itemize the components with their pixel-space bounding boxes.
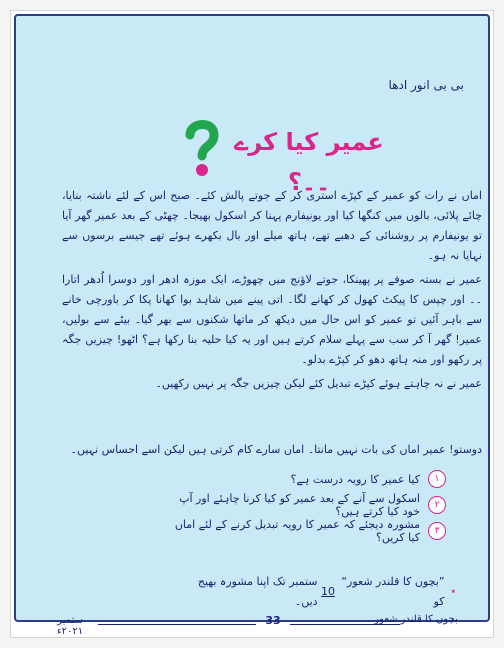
page-title: عمیر کیا کرے ۔۔؟ [234, 128, 384, 196]
question-number-badge: ۲ [428, 496, 446, 514]
story-paragraph-3: عمیر نے نہ چاہتے ہوئے کپڑے تبدیل کئے لیکن چیزیں جگہ پر نہیں رکھیں۔ [155, 377, 482, 390]
question-item [166, 518, 446, 544]
story-body [62, 186, 482, 398]
question-text: اسکول سے آنے کے بعد عمیر کو کیا کرنا چاہئے اور آپ خود کیا کرتے ہیں؟ [179, 492, 420, 518]
question-text: مشورہ دیجئے کہ عمیر کا رویہ تبدیل کرنے کے لئے اماں کیا کریں؟ [174, 518, 420, 544]
submission-note [186, 572, 456, 612]
question-list [166, 466, 446, 544]
question-text: کیا عمیر کا رویہ درست ہے؟ [290, 472, 420, 486]
submission-note-after: ستمبر تک اپنا مشورہ بھیج دیں۔ [197, 575, 318, 608]
question-item [166, 466, 446, 492]
question-number-badge: ۳ [428, 522, 446, 540]
title-row [16, 108, 488, 196]
question-intro: دوستو! عمیر اماں کی بات نہیں مانتا۔ اماں سارے کام کرتی ہیں لیکن اسے احساس نہیں۔ [70, 443, 482, 456]
page-number: 33 [265, 614, 281, 627]
footer-divider [98, 624, 256, 625]
question-item [166, 492, 446, 518]
article-panel [14, 14, 490, 637]
story-paragraph-1: اماں نے رات کو عمیر کے کپڑے استری کر کے جوتے پالش کئے۔ صبح اس کے لئے ناشتہ بنایا، چائے پلائی، بالوں میں کنگھا کیا اور یونیفارم پہنا کر اسکول بھیجا۔ چھٹی کے بعد عمیر گھر آیا تو یونیفارم پر روشنائی کے دھبے تھے، ہاتھ میلے اور بال بکھرے ہوئے تھے جیسے برسوں سے نہایا نہ ہو۔ [62, 189, 482, 262]
magazine-name: بچوں کا قلندر شعور [374, 614, 458, 625]
question-number-badge: ۱ [428, 470, 446, 488]
issue-date: ستمبر ۲۰۲۱ء [56, 615, 84, 637]
question-mark-icon [181, 116, 223, 178]
star-icon: ٭ [450, 586, 456, 597]
page-footer [46, 612, 460, 638]
submission-note-before: ”بچوں کا قلندر شعور“ کو [341, 575, 445, 608]
author-name: بی بی انور ادھا [388, 78, 464, 92]
submission-deadline-number: 10 [321, 585, 336, 598]
story-paragraph-2: عمیر نے بستہ صوفے پر پھینکا، جوتے لاؤنج میں چھوڑے، ایک موزہ ادھر اور دوسرا اُدھر اتارا ۔۔ اور چپس کا پیکٹ کھول کر کھانے لگا۔ اتی پینے میں شاہد بوا کھانا پکا کر باورچی خانے سے باہر آئیں تو عمیر کو اس حال میں دیکھ کر ماتھا شکنوں سے بھر گیا۔ بیٹے سے بولیں، عمیر! گھر آ کر سب سے پہلے سلام کرتے ہیں اور یہ کیا حلیہ بنا رکھا ہے؟ اٹھو! چیزیں جگہ پر رکھو اور منہ ہاتھ دھو کر کپڑے بدلو۔ [62, 273, 482, 366]
